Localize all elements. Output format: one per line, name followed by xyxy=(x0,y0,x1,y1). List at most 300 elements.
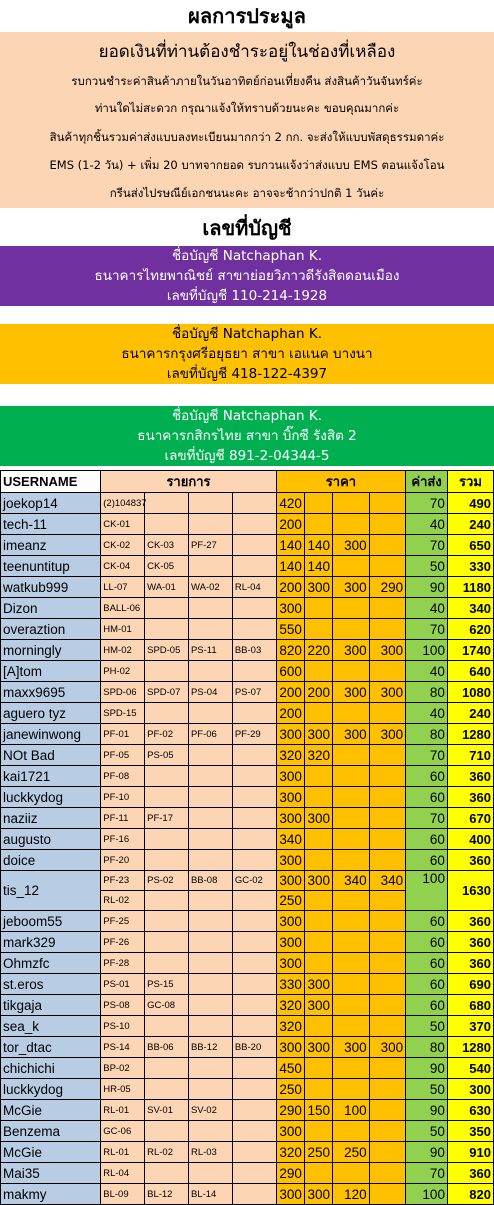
price-cell xyxy=(369,1100,406,1121)
item-cell xyxy=(232,1058,276,1079)
table-row xyxy=(1,682,494,703)
username-cell: McGie xyxy=(1,1142,101,1163)
price-cell xyxy=(369,850,406,871)
table-row xyxy=(1,619,494,640)
item-cell xyxy=(188,1016,232,1037)
item-cell xyxy=(232,556,276,577)
item-cell xyxy=(145,953,189,974)
item-cell: PF-02 xyxy=(145,724,189,745)
table-row xyxy=(1,932,494,953)
price-cell xyxy=(369,1121,406,1142)
price-cell xyxy=(333,953,370,974)
price-cell: 550 xyxy=(276,619,304,640)
price-cell: 320 xyxy=(276,745,304,766)
item-cell xyxy=(145,787,189,808)
username-cell: teenuntitup xyxy=(1,556,101,577)
item-cell: HR-05 xyxy=(101,1079,145,1100)
shipping-cell: 60 xyxy=(406,829,448,850)
table-row xyxy=(1,1184,494,1205)
price-cell: 300 xyxy=(276,1184,304,1205)
price-cell: 300 xyxy=(369,640,406,661)
shipping-cell: 70 xyxy=(406,808,448,829)
price-cell: 300 xyxy=(304,1037,332,1058)
username-cell: tikgaja xyxy=(1,995,101,1016)
item-cell: PF-01 xyxy=(101,724,145,745)
price-cell: 340 xyxy=(369,871,406,891)
item-cell xyxy=(232,619,276,640)
bank-branch: ธนาคารกสิกรไทย สาขา บิ๊กซี รังสิต 2 xyxy=(137,428,357,444)
price-cell xyxy=(369,661,406,682)
item-cell: PF-06 xyxy=(188,724,232,745)
price-cell xyxy=(333,514,370,535)
price-cell: 300 xyxy=(276,1037,304,1058)
shipping-cell: 100 xyxy=(406,640,448,661)
username-cell: Mai35 xyxy=(1,1163,101,1184)
item-cell xyxy=(188,598,232,619)
price-cell xyxy=(369,787,406,808)
total-cell: 670 xyxy=(447,808,493,829)
item-cell: BALL-06 xyxy=(101,598,145,619)
shipping-cell: 80 xyxy=(406,682,448,703)
shipping-cell: 50 xyxy=(406,556,448,577)
shipping-cell: 70 xyxy=(406,619,448,640)
item-cell: PS-04 xyxy=(188,682,232,703)
price-cell: 200 xyxy=(276,682,304,703)
item-cell xyxy=(145,493,189,514)
bank-account-krungsri xyxy=(0,324,494,384)
price-cell xyxy=(369,1016,406,1037)
item-cell: PF-29 xyxy=(232,724,276,745)
username-cell: Dizon xyxy=(1,598,101,619)
price-cell: 300 xyxy=(276,932,304,953)
table-row xyxy=(1,556,494,577)
item-cell xyxy=(232,1184,276,1205)
price-cell: 200 xyxy=(304,682,332,703)
shipping-cell: 50 xyxy=(406,1121,448,1142)
price-cell xyxy=(333,556,370,577)
item-cell: RL-04 xyxy=(232,577,276,598)
price-cell xyxy=(304,911,332,932)
price-cell xyxy=(304,1079,332,1100)
username-cell: maxx9695 xyxy=(1,682,101,703)
price-cell: 300 xyxy=(304,1184,332,1205)
price-cell: 300 xyxy=(276,871,304,891)
total-cell: 1630 xyxy=(447,871,493,911)
item-cell: WA-02 xyxy=(188,577,232,598)
price-cell xyxy=(369,1058,406,1079)
price-cell xyxy=(369,703,406,724)
shipping-cell: 60 xyxy=(406,932,448,953)
item-cell xyxy=(145,703,189,724)
item-cell: BL-12 xyxy=(145,1184,189,1205)
price-cell xyxy=(333,1016,370,1037)
price-cell: 300 xyxy=(276,808,304,829)
price-cell xyxy=(333,1058,370,1079)
price-cell: 300 xyxy=(333,577,370,598)
price-cell xyxy=(304,1058,332,1079)
price-cell: 300 xyxy=(304,995,332,1016)
username-cell: jeboom55 xyxy=(1,911,101,932)
price-cell: 300 xyxy=(304,974,332,995)
item-cell: SPD-07 xyxy=(145,682,189,703)
price-cell xyxy=(304,661,332,682)
shipping-cell: 50 xyxy=(406,1079,448,1100)
username-cell: naziiz xyxy=(1,808,101,829)
table-row xyxy=(1,577,494,598)
item-cell: BL-09 xyxy=(101,1184,145,1205)
price-cell xyxy=(304,1016,332,1037)
price-cell xyxy=(369,974,406,995)
price-cell xyxy=(333,619,370,640)
price-cell: 300 xyxy=(304,724,332,745)
price-cell: 320 xyxy=(304,745,332,766)
price-cell xyxy=(369,808,406,829)
item-cell: SPD-05 xyxy=(145,640,189,661)
table-row xyxy=(1,703,494,724)
item-cell: PS-07 xyxy=(232,682,276,703)
item-cell: PS-10 xyxy=(101,1016,145,1037)
item-cell xyxy=(188,493,232,514)
price-cell xyxy=(369,1184,406,1205)
price-cell xyxy=(333,891,370,911)
shipping-cell: 40 xyxy=(406,703,448,724)
price-cell xyxy=(333,1079,370,1100)
price-cell: 250 xyxy=(304,1142,332,1163)
shipping-cell: 90 xyxy=(406,1142,448,1163)
item-cell: PF-17 xyxy=(145,808,189,829)
price-cell: 300 xyxy=(333,724,370,745)
shipping-cell: 60 xyxy=(406,766,448,787)
bank-branch: ธนาคารไทยพาณิชย์ สาขาย่อยวิภาวดีรังสิตดอนเมือง xyxy=(94,268,400,284)
item-cell: CK-04 xyxy=(101,556,145,577)
price-cell xyxy=(304,493,332,514)
notice-line: กรีนส่งไปรษณีย์เอกชนนะคะ อาจจะช้ากว่าปกติ 1 วันค่ะ xyxy=(109,186,385,200)
item-cell: HM-01 xyxy=(101,619,145,640)
price-cell: 220 xyxy=(304,640,332,661)
item-cell xyxy=(188,1163,232,1184)
price-cell xyxy=(333,911,370,932)
total-cell: 400 xyxy=(447,829,493,850)
item-cell: PS-15 xyxy=(145,974,189,995)
price-cell xyxy=(333,808,370,829)
account-name: ชื่อบัญชี Natchaphan K. xyxy=(171,248,323,264)
username-cell: sea_k xyxy=(1,1016,101,1037)
price-cell xyxy=(304,932,332,953)
price-cell: 300 xyxy=(333,640,370,661)
item-cell xyxy=(232,911,276,932)
price-cell xyxy=(369,829,406,850)
table-row xyxy=(1,1121,494,1142)
table-row xyxy=(1,1100,494,1121)
shipping-cell: 60 xyxy=(406,911,448,932)
price-cell: 300 xyxy=(276,787,304,808)
item-cell xyxy=(145,911,189,932)
item-cell xyxy=(232,1121,276,1142)
shipping-cell: 90 xyxy=(406,1058,448,1079)
item-cell: WA-01 xyxy=(145,577,189,598)
item-cell xyxy=(188,829,232,850)
item-cell xyxy=(232,661,276,682)
price-cell xyxy=(369,535,406,556)
total-cell: 690 xyxy=(447,974,493,995)
username-cell: overaztion xyxy=(1,619,101,640)
total-cell: 240 xyxy=(447,703,493,724)
item-cell xyxy=(145,1016,189,1037)
shipping-cell: 60 xyxy=(406,787,448,808)
price-cell xyxy=(304,514,332,535)
total-cell: 710 xyxy=(447,745,493,766)
price-cell: 300 xyxy=(304,808,332,829)
username-cell: [A]tom xyxy=(1,661,101,682)
username-cell: NOt Bad xyxy=(1,745,101,766)
username-cell: luckkydog xyxy=(1,787,101,808)
header-total: รวม xyxy=(447,471,493,493)
table-row xyxy=(1,493,494,514)
price-cell xyxy=(304,891,332,911)
table-row xyxy=(1,514,494,535)
price-cell xyxy=(369,995,406,1016)
username-cell: tor_dtac xyxy=(1,1037,101,1058)
price-cell xyxy=(333,703,370,724)
username-cell: tech-11 xyxy=(1,514,101,535)
price-cell: 300 xyxy=(369,724,406,745)
item-cell: BB-06 xyxy=(145,1037,189,1058)
notice-line: EMS (1-2 วัน) + เพิ่ม 20 บาทจากยอด รบกวนแจ้งว่าส่งแบบ EMS ตอนแจ้งโอน xyxy=(49,158,445,172)
item-cell xyxy=(232,598,276,619)
price-cell xyxy=(369,891,406,911)
table-row xyxy=(1,829,494,850)
item-cell xyxy=(232,808,276,829)
price-cell xyxy=(369,745,406,766)
item-cell xyxy=(232,745,276,766)
item-cell: PF-11 xyxy=(101,808,145,829)
price-cell xyxy=(333,932,370,953)
price-cell: 250 xyxy=(333,1142,370,1163)
item-cell xyxy=(145,598,189,619)
price-cell xyxy=(369,932,406,953)
price-cell: 330 xyxy=(276,974,304,995)
item-cell: BL-14 xyxy=(188,1184,232,1205)
item-cell xyxy=(232,850,276,871)
item-cell: RL-04 xyxy=(101,1163,145,1184)
item-cell: (2)104837 xyxy=(101,493,145,514)
username-cell: luckkydog xyxy=(1,1079,101,1100)
price-cell: 140 xyxy=(276,535,304,556)
item-cell xyxy=(232,995,276,1016)
username-cell: doice xyxy=(1,850,101,871)
account-name: ชื่อบัญชี Natchaphan K. xyxy=(171,408,323,424)
item-cell xyxy=(232,891,276,911)
price-cell xyxy=(369,911,406,932)
total-cell: 360 xyxy=(447,850,493,871)
accounts-title: เลขที่บัญชี xyxy=(202,216,292,240)
price-cell xyxy=(369,1142,406,1163)
price-cell xyxy=(333,850,370,871)
total-cell: 330 xyxy=(447,556,493,577)
total-cell: 910 xyxy=(447,1142,493,1163)
total-cell: 1280 xyxy=(447,724,493,745)
price-cell: 250 xyxy=(276,1079,304,1100)
item-cell: HM-02 xyxy=(101,640,145,661)
username-cell: aguero tyz xyxy=(1,703,101,724)
item-cell: PS-14 xyxy=(101,1037,145,1058)
shipping-cell: 80 xyxy=(406,1037,448,1058)
table-row xyxy=(1,724,494,745)
total-cell: 820 xyxy=(447,1184,493,1205)
item-cell xyxy=(145,1058,189,1079)
item-cell xyxy=(188,514,232,535)
price-cell xyxy=(369,1079,406,1100)
price-cell xyxy=(333,995,370,1016)
total-cell: 370 xyxy=(447,1016,493,1037)
item-cell xyxy=(188,619,232,640)
shipping-cell: 60 xyxy=(406,953,448,974)
total-cell: 1180 xyxy=(447,577,493,598)
table-row xyxy=(1,974,494,995)
item-cell: BB-03 xyxy=(232,640,276,661)
item-cell xyxy=(188,932,232,953)
item-cell xyxy=(145,766,189,787)
item-cell: BB-08 xyxy=(188,871,232,891)
shipping-cell: 90 xyxy=(406,577,448,598)
price-cell xyxy=(304,598,332,619)
price-cell: 420 xyxy=(276,493,304,514)
price-cell xyxy=(369,556,406,577)
table-row xyxy=(1,871,494,891)
item-cell: PS-05 xyxy=(145,745,189,766)
item-cell xyxy=(232,829,276,850)
total-cell: 340 xyxy=(447,598,493,619)
total-cell: 360 xyxy=(447,1163,493,1184)
item-cell: RL-03 xyxy=(188,1142,232,1163)
price-cell xyxy=(333,974,370,995)
item-cell xyxy=(232,766,276,787)
price-cell: 300 xyxy=(276,766,304,787)
shipping-cell: 100 xyxy=(406,871,448,911)
username-cell: st.eros xyxy=(1,974,101,995)
item-cell xyxy=(232,953,276,974)
price-cell: 300 xyxy=(276,598,304,619)
item-cell xyxy=(232,535,276,556)
item-cell xyxy=(232,787,276,808)
total-cell: 360 xyxy=(447,953,493,974)
total-cell: 490 xyxy=(447,493,493,514)
item-cell xyxy=(232,1100,276,1121)
price-cell xyxy=(369,1163,406,1184)
item-cell: PF-20 xyxy=(101,850,145,871)
total-cell: 300 xyxy=(447,1079,493,1100)
item-cell xyxy=(145,850,189,871)
table-row xyxy=(1,1037,494,1058)
price-cell: 820 xyxy=(276,640,304,661)
price-cell: 300 xyxy=(276,724,304,745)
price-cell: 200 xyxy=(276,577,304,598)
price-cell: 290 xyxy=(276,1163,304,1184)
price-cell xyxy=(333,598,370,619)
account-name: ชื่อบัญชี Natchaphan K. xyxy=(171,326,323,342)
item-cell: BB-20 xyxy=(232,1037,276,1058)
table-row xyxy=(1,1079,494,1100)
item-cell xyxy=(188,703,232,724)
total-cell: 360 xyxy=(447,766,493,787)
shipping-cell: 70 xyxy=(406,1163,448,1184)
price-cell xyxy=(369,514,406,535)
username-cell: augusto xyxy=(1,829,101,850)
total-cell: 360 xyxy=(447,932,493,953)
item-cell: PF-27 xyxy=(188,535,232,556)
username-cell: imeanz xyxy=(1,535,101,556)
total-cell: 620 xyxy=(447,619,493,640)
item-cell xyxy=(188,556,232,577)
price-cell: 290 xyxy=(276,1100,304,1121)
total-cell: 1280 xyxy=(447,1037,493,1058)
item-cell: PF-28 xyxy=(101,953,145,974)
table-header-row xyxy=(1,471,494,493)
item-cell: GC-08 xyxy=(145,995,189,1016)
username-cell: watkub999 xyxy=(1,577,101,598)
price-cell xyxy=(333,745,370,766)
username-cell: Benzema xyxy=(1,1121,101,1142)
table-row xyxy=(1,787,494,808)
item-cell: PF-25 xyxy=(101,911,145,932)
shipping-cell: 100 xyxy=(406,1184,448,1205)
price-cell xyxy=(304,787,332,808)
price-cell: 300 xyxy=(276,1121,304,1142)
item-cell: PF-10 xyxy=(101,787,145,808)
shipping-cell: 60 xyxy=(406,850,448,871)
bank-branch: ธนาคารกรุงศรีอยุธยา สาขา เอแนค บางนา xyxy=(121,346,373,362)
username-cell: janewinwong xyxy=(1,724,101,745)
price-cell: 300 xyxy=(276,850,304,871)
shipping-cell: 40 xyxy=(406,598,448,619)
shipping-cell: 60 xyxy=(406,974,448,995)
username-cell: kai1721 xyxy=(1,766,101,787)
item-cell xyxy=(145,891,189,911)
item-cell xyxy=(188,745,232,766)
bank-account-scb xyxy=(0,246,494,306)
item-cell xyxy=(232,974,276,995)
item-cell: SV-01 xyxy=(145,1100,189,1121)
item-cell: SPD-15 xyxy=(101,703,145,724)
shipping-cell: 70 xyxy=(406,535,448,556)
item-cell: PF-16 xyxy=(101,829,145,850)
item-cell xyxy=(188,1079,232,1100)
item-cell: CK-01 xyxy=(101,514,145,535)
price-cell xyxy=(304,703,332,724)
price-cell xyxy=(333,493,370,514)
item-cell: GC-02 xyxy=(232,871,276,891)
account-number: เลขที่บัญชี 418-122-4397 xyxy=(166,366,328,382)
table-row xyxy=(1,661,494,682)
orders-table xyxy=(0,470,494,1205)
price-cell xyxy=(369,766,406,787)
price-cell xyxy=(304,1163,332,1184)
item-cell: PS-08 xyxy=(101,995,145,1016)
item-cell xyxy=(145,1163,189,1184)
item-cell: CK-03 xyxy=(145,535,189,556)
total-cell: 240 xyxy=(447,514,493,535)
price-cell: 140 xyxy=(276,556,304,577)
payment-notice xyxy=(0,32,494,208)
shipping-cell: 40 xyxy=(406,661,448,682)
price-cell: 100 xyxy=(333,1100,370,1121)
price-cell xyxy=(369,953,406,974)
item-cell xyxy=(188,1121,232,1142)
price-cell: 600 xyxy=(276,661,304,682)
username-cell: McGie xyxy=(1,1100,101,1121)
table-row xyxy=(1,1142,494,1163)
item-cell xyxy=(232,493,276,514)
